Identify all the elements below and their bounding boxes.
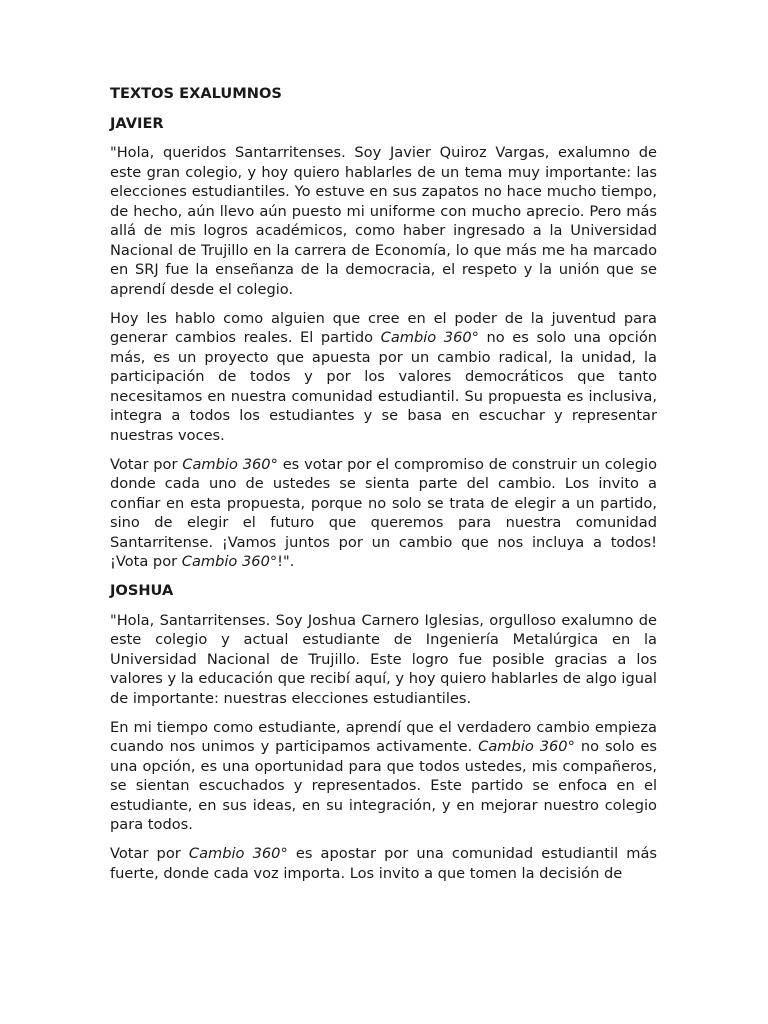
section-heading-joshua: JOSHUA xyxy=(110,582,174,599)
paragraph xyxy=(110,455,657,572)
text-run: En mi tiempo como estudiante, aprendí que el verdadero cambio empieza cuando nos unimos y participamos activamente. xyxy=(110,718,657,755)
text-run: Hoy les hablo como alguien que cree en el poder de la juventud para generar cambios reales. El partido xyxy=(110,309,657,346)
text-run: es votar por el compromiso de construir un colegio donde cada uno de ustedes se sienta parte del cambio. Los invito a confiar en esta propuesta, porque no solo se trata de elegir a un partido, sino de elegir el futuro que queremos para nuestra comunidad Santarritense. ¡Vamos juntos por un cambio que nos incluya a todos! ¡Vota por xyxy=(110,455,657,570)
italic-text: Cambio 360° xyxy=(478,738,575,755)
text-run: no es solo una opción más, es un proyecto que apuesta por un cambio radical, la unidad, la participación de todos y por los valores democráticos que tanto necesitamos en nuestra comunidad estudiantil. Su propuesta es inclusiva, integra a todos los estudiantes y se basa en escuchar y representar nuestras voces. xyxy=(110,329,657,444)
paragraph xyxy=(110,718,657,835)
paragraph xyxy=(110,611,657,709)
italic-text: Cambio 360° xyxy=(380,329,479,346)
text-run: "Hola, queridos Santarritenses. Soy Javier Quiroz Vargas, exalumno de este gran colegio, y hoy quiero hablarles de un tema muy importante: las elecciones estudiantiles. Yo estuve en sus zapatos no hace mucho tiempo, de hecho, aún llevo aún puesto mi uniforme con mucho aprecio. Pero más allá de mis logros académicos, como haber ingresado a la Universidad Nacional de Trujillo en la carrera de Economía, lo que más me ha marcado en SRJ fue la enseñanza de la democracia, el respeto y la unión que se aprendí desde el colegio. xyxy=(110,144,657,298)
text-run: no solo es una opción, es una oportunidad para que todos ustedes, mis compañeros, se sientan escuchados y representados. Este partido se enfoca en el estudiante, en sus ideas, en su integración, y en mejorar nuestro colegio para todos. xyxy=(110,738,657,833)
document-page xyxy=(110,84,657,893)
section-heading-javier: JAVIER xyxy=(110,114,164,132)
document-title: TEXTOS EXALUMNOS xyxy=(110,85,282,102)
text-run: Votar por xyxy=(110,845,189,862)
paragraph xyxy=(110,143,657,299)
italic-text: Cambio 360° xyxy=(182,455,278,473)
text-run: "Hola, Santarritenses. Soy Joshua Carnero Iglesias, orgulloso exalumno de este colegio y actual estudiante de Ingeniería Metalúrgica en la Universidad Nacional de Trujillo. Este logro fue posible gracias a los valores y la educación que recibí aquí, y hoy quiero hablarles de algo igual de importante: nuestras elecciones estudiantiles. xyxy=(110,611,657,707)
italic-text: Cambio 360° xyxy=(188,845,288,862)
text-run: !". xyxy=(277,553,295,570)
paragraph xyxy=(110,844,657,883)
paragraph xyxy=(110,309,657,446)
text-run: es apostar por una comunidad estudiantil más fuerte, donde cada voz importa. Los invito a que tomen la decisión de xyxy=(110,845,658,882)
text-run: Votar por xyxy=(110,455,183,473)
italic-text: Cambio 360° xyxy=(181,553,278,570)
